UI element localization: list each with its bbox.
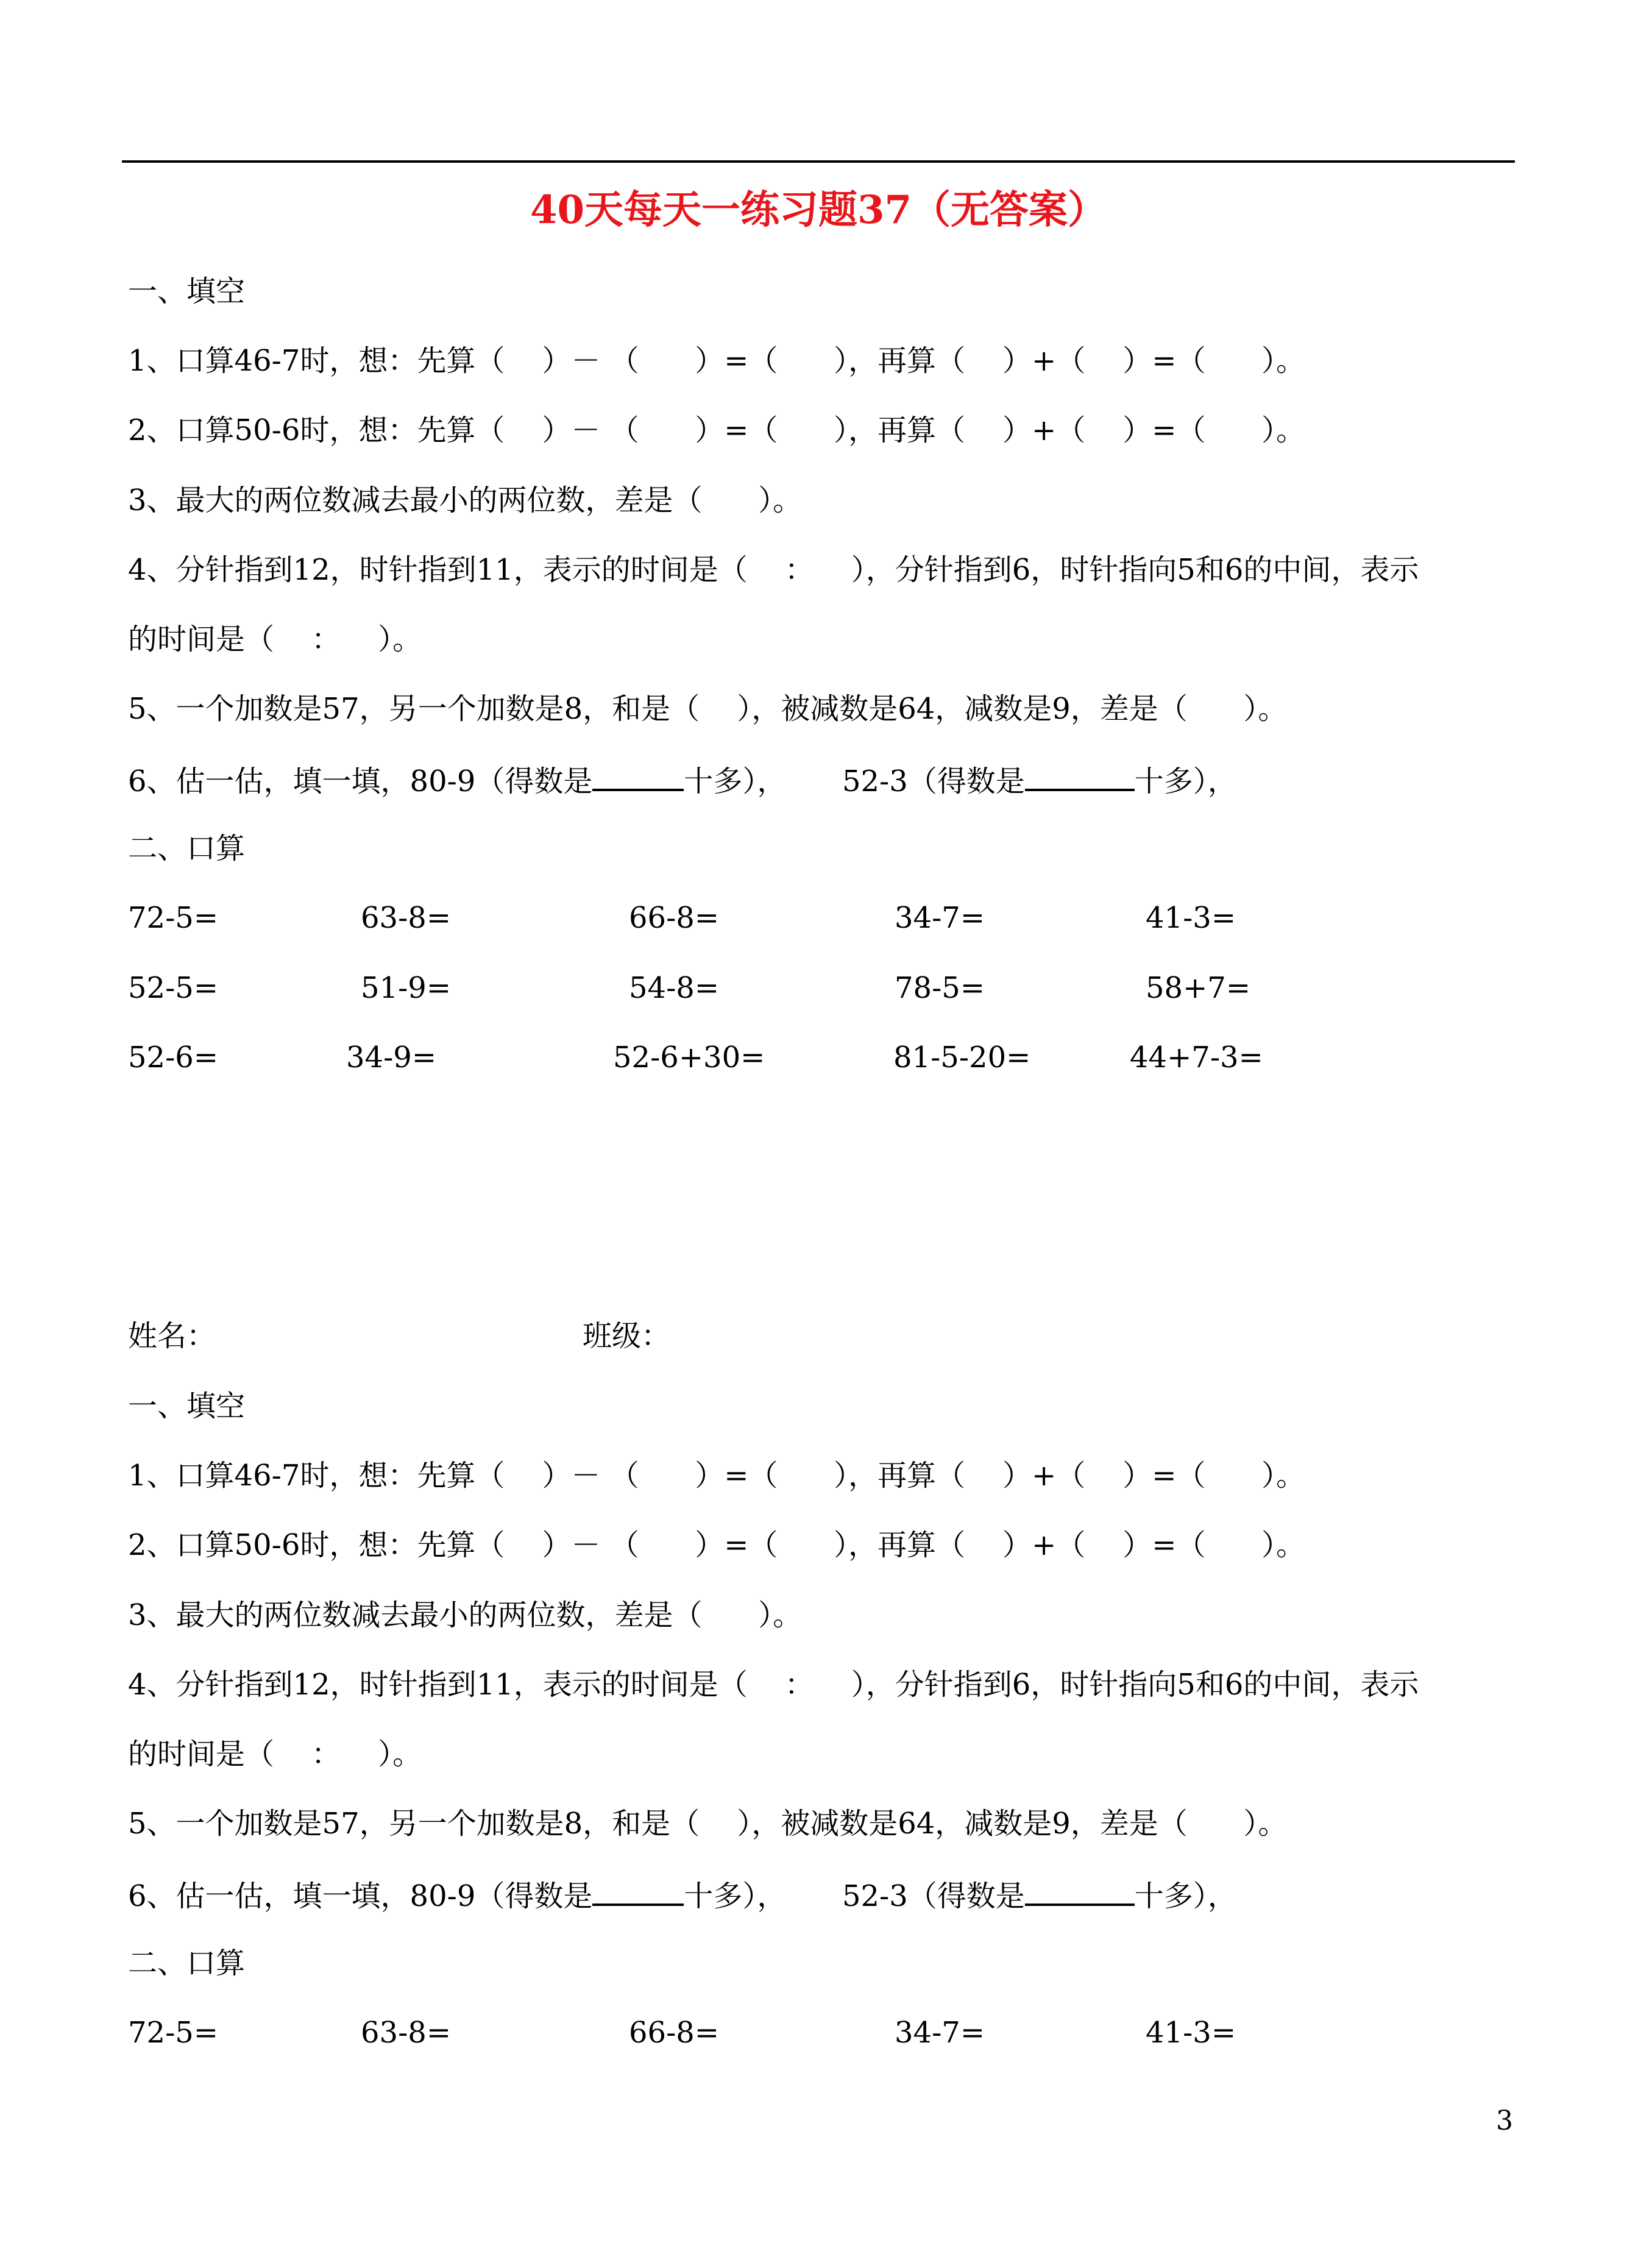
- question-5: 5、一个加数是57，另一个加数是8，和是（ ），被减数是64，减数是9，差是（ ）。: [128, 692, 1288, 726]
- class-label: 班级：: [583, 1319, 671, 1353]
- question-6-text-1: 6、估一估，填一填，80-9（得数是: [128, 764, 593, 798]
- page-number: 3: [1496, 2105, 1513, 2136]
- question-2: 2、口算50-6时，想：先算（ ）－ （ ）=（ ），再算（ ）+（ ）=（ ）。: [128, 413, 1306, 447]
- math-problem: 63-8=: [361, 2016, 452, 2050]
- question-3: 3、最大的两位数减去最小的两位数，差是（ ）。: [128, 1598, 803, 1632]
- question-4-line-2: 的时间是（ ： ）。: [128, 1737, 422, 1771]
- question-6-text-3: 十多），: [1134, 764, 1237, 798]
- math-problem: 44+7-3=: [1130, 1040, 1263, 1075]
- question-4-line-1: 4、分针指到12，时针指到11，表示的时间是（ ： ），分针指到6，时针指向5和6的中间，表示: [128, 1668, 1419, 1702]
- section-heading-fill-in: 一、填空: [128, 274, 246, 308]
- math-problem: 34-7=: [895, 2016, 985, 2050]
- question-4-line-2: 的时间是（ ： ）。: [128, 622, 422, 656]
- question-1: 1、口算46-7时，想：先算（ ）－ （ ）=（ ），再算（ ）+（ ）=（ ）。: [128, 1459, 1306, 1493]
- question-6-text-1: 6、估一估，填一填，80-9（得数是: [128, 1879, 593, 1913]
- question-4-line-1: 4、分针指到12，时针指到11，表示的时间是（ ： ），分针指到6，时针指向5和6的中间，表示: [128, 553, 1419, 587]
- math-problem: 81-5-20=: [893, 1040, 1031, 1075]
- math-problem: 78-5=: [895, 971, 985, 1005]
- question-3: 3、最大的两位数减去最小的两位数，差是（ ）。: [128, 483, 803, 517]
- section-heading-mental-math: 二、口算: [128, 1946, 246, 1980]
- math-problem: 52-6=: [128, 1040, 219, 1075]
- math-problem: 54-8=: [629, 971, 720, 1005]
- math-problem: 34-9=: [346, 1040, 437, 1075]
- answer-blank: [592, 1873, 684, 1906]
- question-6-text-3: 十多），: [1134, 1879, 1237, 1913]
- math-problem: 63-8=: [361, 901, 452, 935]
- math-problem: 52-5=: [128, 971, 219, 1005]
- math-problem: 72-5=: [128, 901, 219, 935]
- question-6-text-2: 十多）， 52-3（得数是: [684, 1879, 1025, 1913]
- question-6-text-2: 十多）， 52-3（得数是: [684, 764, 1025, 798]
- header-rule: [122, 160, 1515, 163]
- question-2: 2、口算50-6时，想：先算（ ）－ （ ）=（ ），再算（ ）+（ ）=（ ）。: [128, 1528, 1306, 1562]
- answer-blank: [1025, 1873, 1135, 1906]
- question-6: [128, 1873, 1530, 1917]
- answer-blank: [1025, 758, 1135, 791]
- question-6: [128, 758, 1530, 802]
- math-problem: 52-6+30=: [613, 1040, 765, 1075]
- math-problem: 41-3=: [1146, 2016, 1236, 2050]
- math-problem: 41-3=: [1146, 901, 1236, 935]
- question-5: 5、一个加数是57，另一个加数是8，和是（ ），被减数是64，减数是9，差是（ ）。: [128, 1807, 1288, 1841]
- math-problem: 51-9=: [361, 971, 452, 1005]
- section-heading-mental-math: 二、口算: [128, 831, 246, 866]
- name-label: 姓名：: [128, 1319, 216, 1353]
- math-problem: 34-7=: [895, 901, 985, 935]
- math-problem: 66-8=: [629, 901, 720, 935]
- math-problem: 72-5=: [128, 2016, 219, 2050]
- math-problem: 58+7=: [1146, 971, 1251, 1005]
- answer-blank: [592, 758, 684, 791]
- question-1: 1、口算46-7时，想：先算（ ）－ （ ）=（ ），再算（ ）+（ ）=（ ）。: [128, 344, 1306, 378]
- math-problem: 66-8=: [629, 2016, 720, 2050]
- page-title: 40天每天一练习题37（无答案）: [530, 187, 1107, 233]
- section-heading-fill-in: 一、填空: [128, 1389, 246, 1423]
